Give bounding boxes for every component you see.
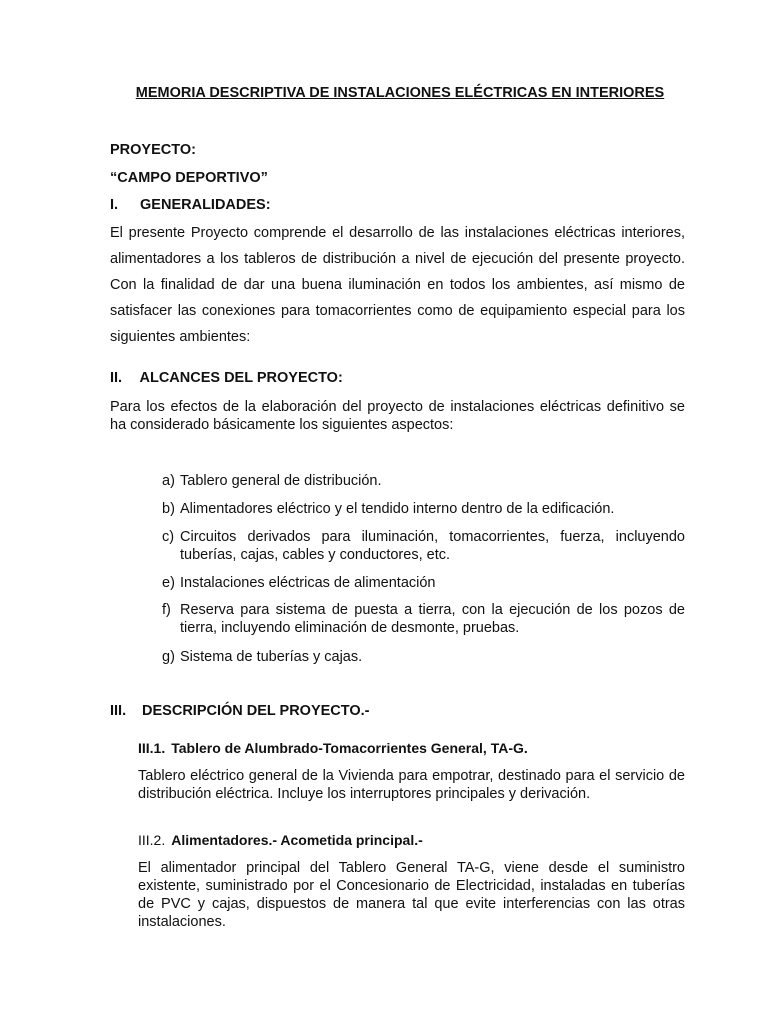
subsection-3-1-body: Tablero eléctrico general de la Vivienda para empotrar, destinado para el servicio de distribución eléctrica. Incluye los interruptores principales y derivación. — [138, 768, 685, 802]
section-2-heading — [110, 370, 343, 386]
list-item-text: Sistema de tuberías y cajas. — [180, 649, 363, 665]
section-2-title: ALCANCES DEL PROYECTO: — [139, 370, 343, 386]
project-label: PROYECTO: — [110, 142, 196, 158]
section-3-heading — [110, 703, 370, 719]
list-item-text: Circuitos derivados para iluminación, tomacorrientes, fuerza, incluyendo tuberías, cajas, cables y conductores, etc. — [180, 529, 685, 563]
list-item-text: Instalaciones eléctricas de alimentación — [180, 575, 436, 591]
document-title: MEMORIA DESCRIPTIVA DE INSTALACIONES ELÉCTRICAS EN INTERIORES — [135, 85, 665, 101]
list-item-text: Tablero general de distribución. — [180, 473, 382, 489]
section-2-number: II. — [110, 370, 123, 386]
list-item-marker: e) — [162, 575, 175, 591]
subsection-3-2-title: Alimentadores.- Acometida principal.- — [171, 832, 423, 848]
list-item-text: Reserva para sistema de puesta a tierra, con la ejecución de los pozos de tierra, incluyendo eliminación de desmonte, pruebas. — [180, 602, 685, 636]
list-item — [162, 574, 685, 592]
list-item-text: Alimentadores eléctrico y el tendido interno dentro de la edificación. — [180, 501, 615, 517]
section-1-heading — [110, 197, 271, 213]
list-item-marker: a) — [162, 473, 175, 489]
subsection-3-1-number: III.1. — [138, 740, 166, 756]
subsection-3-1-heading — [138, 740, 528, 756]
section-2-body: Para los efectos de la elaboración del proyecto de instalaciones eléctricas definitivo se ha considerado básicamente los siguientes aspectos: — [110, 399, 685, 433]
list-item — [162, 648, 685, 666]
list-item-marker: b) — [162, 501, 175, 517]
section-1-body: El presente Proyecto comprende el desarrollo de las instalaciones eléctricas interiores, alimentadores a los tableros de distribución a nivel de ejecución del presente proyecto. Con la finalidad de dar una buena iluminación en todos los ambientes, así mismo de satisfacer las conexiones para tomacorrientes como de equipamiento especial para los siguientes ambientes: — [110, 225, 685, 345]
list-item-marker: g) — [162, 649, 175, 665]
subsection-3-1-title: Tablero de Alumbrado-Tomacorrientes General, TA-G. — [171, 740, 528, 756]
section-1-number: I. — [110, 197, 119, 213]
list-item — [162, 500, 685, 518]
subsection-3-2-number: III.2. — [138, 832, 166, 848]
subsection-3-2-heading — [138, 832, 423, 848]
list-item — [162, 601, 685, 637]
project-name: “CAMPO DEPORTIVO” — [110, 170, 268, 186]
section-3-title: DESCRIPCIÓN DEL PROYECTO.- — [142, 703, 370, 719]
list-item — [162, 472, 685, 490]
list-item-marker: f) — [162, 602, 171, 618]
list-item — [162, 528, 685, 564]
section-1-title: GENERALIDADES: — [140, 197, 271, 213]
list-item-marker: c) — [162, 529, 175, 545]
subsection-3-2-body: El alimentador principal del Tablero General TA-G, viene desde el suministro existente, suministrado por el Concesionario de Electricidad, instaladas en tuberías de PVC y cajas, dispuestos de manera tal que evite interferencias con las otras instalaciones. — [138, 860, 685, 930]
section-3-number: III. — [110, 703, 127, 719]
